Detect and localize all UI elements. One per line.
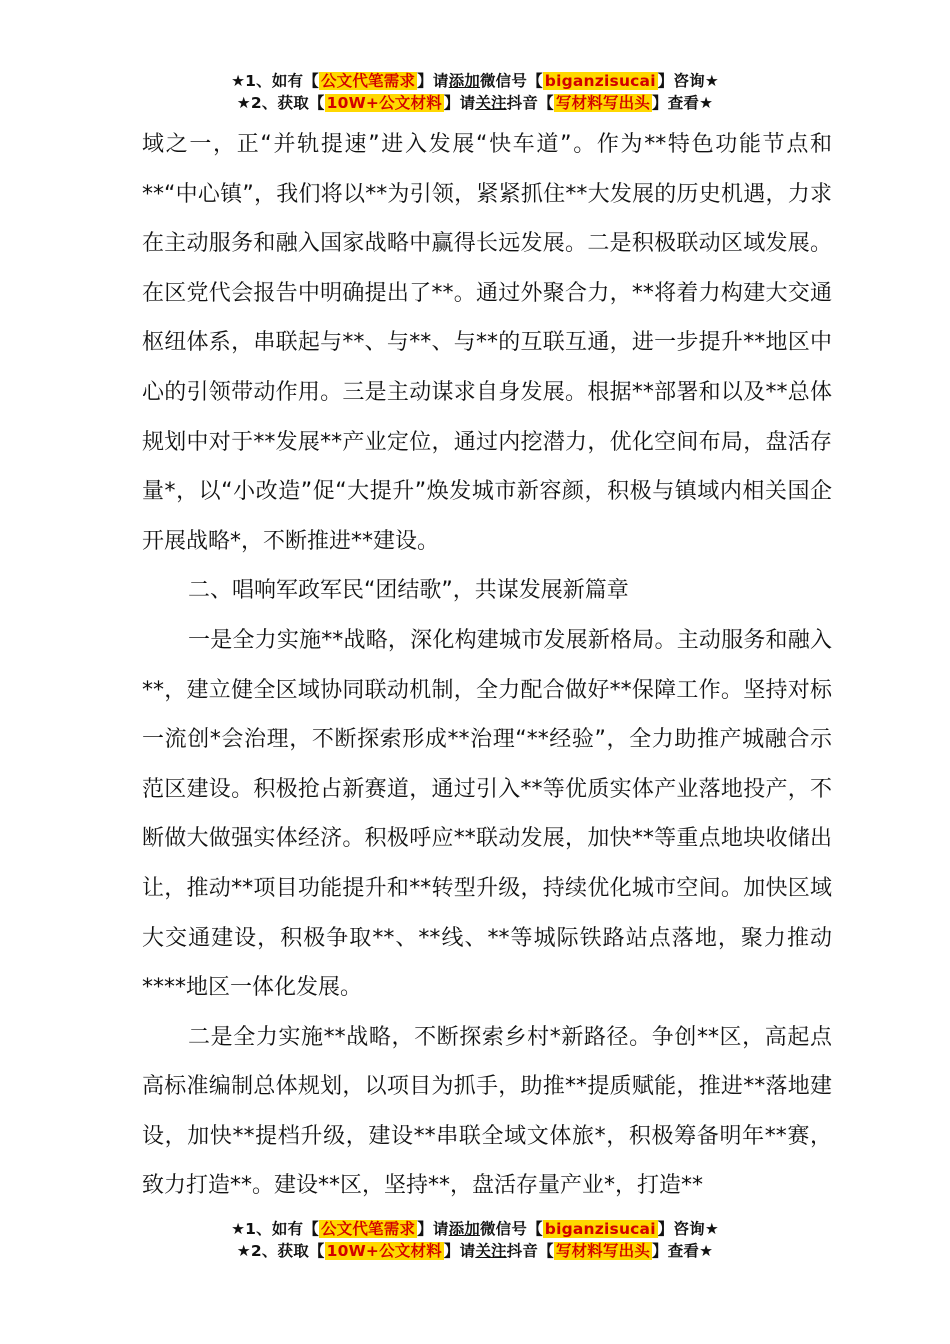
paragraph-continued: 域之一，正“并轨提速”进入发展“快车道”。作为**特色功能节点和**“中心镇”，我们将以**为引领，紧紧抓住**大发展的历史机遇，力求在主动服务和融入国家战略中赢得长远发展。二是积极联动区域发展。在区党代会报告中明确提出了**。通过外聚合力，**将着力构建大交通枢纽体系，串联起与**、与**、与**的互联互通，进一步提升**地区中心的引领带动作用。三是主动谋求自身发展。根据**部署和以及**总体规划中对于**发展**产业定位，通过内挖潜力，优化空间布局，盘活存量*，以“小改造”促“大提升”焕发城市新容颜，积极与镇域内相关国企开展战略*，不断推进**建设。 [142,132,832,554]
banner-line-1 [0,1218,950,1240]
banner-text: 微信号【 [479,72,543,90]
banner-text: ★1、如有【 [231,72,319,90]
banner-text: 】请 [443,94,476,112]
banner-text: 】咨询★ [657,1220,719,1238]
banner-text: 】请 [443,1242,476,1260]
banner-underlined-text: 添加 [448,72,480,90]
footer-banner [0,1218,950,1262]
highlight-douyin-account: 写材料写出头 [555,1242,651,1260]
banner-underlined-text: 关注 [475,94,507,112]
highlight-materials: 10W+公文材料 [326,94,442,112]
banner-underlined-text: 添加 [448,1220,480,1238]
banner-text: 】查看★ [652,94,714,112]
highlight-ghostwriting: 公文代笔需求 [320,72,416,90]
banner-line-2 [0,1240,950,1262]
banner-text: ★1、如有【 [231,1220,319,1238]
banner-text: 】查看★ [652,1242,714,1260]
paragraph: 二是全力实施**战略，不断探索乡村*新路径。争创**区，高起点高标准编制总体规划，以项目为抓手，助推**提质赋能，推进**落地建设，加快**提档升级，建设**串联全域文体旅*，积极筹备明年**赛，致力打造**。建设**区，坚持**，盘活存量产业*，打造** [142,1024,832,1199]
paragraph: 一是全力实施**战略，深化构建城市发展新格局。主动服务和融入**，建立健全区域协同联动机制，全力配合做好**保障工作。坚持对标一流创*会治理，不断探索形成**治理“**经验”，全力助推产城融合示范区建设。积极抢占新赛道，通过引入**等优质实体产业落地投产，不断做大做强实体经济。积极呼应**联动发展，加快**等重点地块收储出让，推动**项目功能提升和**转型升级，持续优化城市空间。加快区域大交通建设，积极争取**、**线、**等城际铁路站点落地，聚力推动****地区一体化发展。 [142,627,832,1001]
banner-text: 】请 [417,72,449,90]
highlight-douyin-account: 写材料写出头 [555,94,651,112]
banner-underlined-text: 关注 [475,1242,507,1260]
highlight-wechat-id: biganzisucai [544,72,656,90]
banner-text: 抖音【 [506,1242,554,1260]
banner-line-2 [0,92,950,114]
banner-line-1 [0,70,950,92]
document-body [142,120,832,1211]
highlight-wechat-id: biganzisucai [544,1220,656,1238]
banner-text: ★2、获取【 [236,1242,325,1260]
highlight-materials: 10W+公文材料 [326,1242,442,1260]
banner-text: 】咨询★ [657,72,719,90]
highlight-ghostwriting: 公文代笔需求 [320,1220,416,1238]
banner-text: 抖音【 [506,94,554,112]
header-banner [0,70,950,114]
banner-text: ★2、获取【 [236,94,325,112]
section-heading: 二、唱响军政军民“团结歌”，共谋发展新篇章 [188,578,629,604]
banner-text: 】请 [417,1220,449,1238]
banner-text: 微信号【 [479,1220,543,1238]
